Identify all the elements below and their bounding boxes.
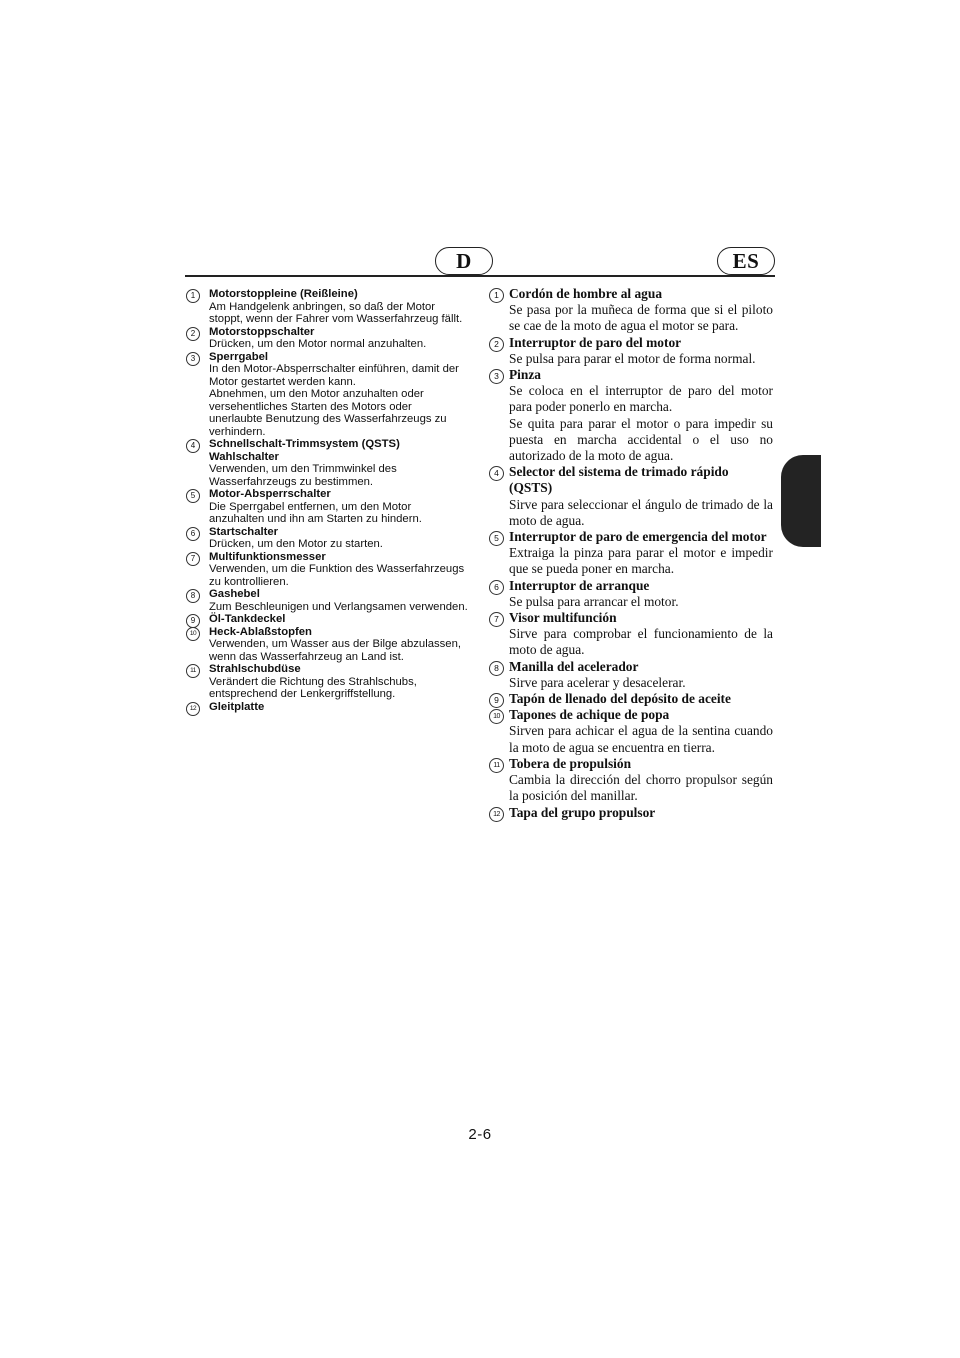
item-description: Se quita para parar el motor o para impedir su puesta en marcha accidental o el uso no autorizado de la moto de agua.: [509, 415, 773, 464]
item-title: Strahlschubdüse: [209, 663, 301, 675]
item-number-badge: 8: [186, 589, 200, 603]
list-item: [186, 488, 468, 526]
item-title: Selector del sistema de trimado rápido (QSTS): [509, 464, 729, 496]
item-description: Sirven para achicar el agua de la sentina cuando la moto de agua se encuentra en tierra.: [509, 723, 773, 755]
item-description: Se pulsa para parar el motor de forma normal.: [509, 350, 756, 366]
list-item: [186, 351, 468, 439]
item-title: Gashebel: [209, 588, 260, 600]
list-item: [186, 326, 468, 351]
item-number-badge: 2: [489, 337, 504, 352]
list-item: [489, 805, 773, 821]
list-item: [186, 663, 468, 701]
item-title: Tapones de achique de popa: [509, 707, 670, 723]
item-number-badge: 7: [186, 552, 200, 566]
item-title: Tobera de propulsión: [509, 755, 632, 771]
item-number-badge: 5: [186, 489, 200, 503]
item-description: Extraiga la pinza para parar el motor e impedir que se pueda poner en marcha.: [509, 545, 773, 577]
language-badge-spanish: ES: [717, 247, 775, 275]
item-title: Sperrgabel: [209, 350, 269, 363]
list-item: [489, 529, 773, 578]
item-description: Sirve para acelerar y desacelerar.: [509, 674, 686, 690]
list-item: [186, 588, 468, 613]
item-description: Sirve para comprobar el funcionamiento de la moto de agua.: [509, 626, 773, 658]
list-item: [186, 288, 468, 326]
list-item: [489, 707, 773, 756]
item-number-badge: 11: [186, 664, 200, 678]
item-description: Verwenden, um Wasser aus der Bilge abzulassen, wenn das Wasserfahrzeug an Land ist.: [209, 638, 462, 663]
item-title: Cordón de hombre al agua: [509, 286, 663, 301]
item-title: Pinza: [509, 367, 541, 383]
item-title: Gleitplatte: [209, 700, 265, 713]
item-description: Verwenden, um die Funktion des Wasserfahrzeugs zu kontrollieren.: [209, 563, 465, 588]
item-number-badge: 4: [186, 439, 200, 453]
item-description: Verwenden, um den Trimmwinkel des Wasserfahrzeugs zu bestimmen.: [209, 463, 397, 488]
item-number-badge: 3: [186, 352, 200, 366]
item-description: Se pulsa para arrancar el motor.: [509, 593, 679, 609]
item-description: Drücken, um den Motor normal anzuhalten.: [209, 338, 427, 350]
item-title: Startschalter: [209, 525, 279, 538]
item-description: Die Sperrgabel entfernen, um den Motor anzuhalten und ihn am Starten zu hindern.: [209, 500, 422, 525]
list-item: [489, 367, 773, 464]
item-title: Schnellschalt-Trimmsystem (QSTS) Wahlschalter: [209, 438, 400, 463]
item-number-badge: 9: [186, 614, 200, 628]
item-description: Am Handgelenk anbringen, so daß der Motor stoppt, wenn der Fahrer vom Wasserfahrzeug fällt.: [209, 300, 463, 325]
list-item: [489, 286, 773, 335]
german-parts-list: [186, 288, 468, 713]
list-item: [489, 464, 773, 529]
item-title: Motorstoppschalter: [209, 325, 315, 338]
item-title: Interruptor de paro de emergencia del motor: [509, 529, 767, 545]
section-thumb-tab: [781, 455, 821, 547]
page-header: [185, 247, 775, 277]
list-item: [489, 335, 773, 367]
list-item: [489, 578, 773, 610]
item-description: Abnehmen, um den Motor anzuhalten oder versehentliches Starten des Motors oder unerlaubte Benutzung des Wasserfahrzeugs zu verhindern.: [209, 388, 447, 438]
item-description: Verändert die Richtung des Strahlschubs, entsprechend der Lenkergriffstellung.: [209, 675, 417, 700]
item-description: Cambia la dirección del chorro propulsor según la posición del manillar.: [509, 772, 773, 804]
item-number-badge: 6: [186, 527, 200, 541]
item-number-badge: 1: [489, 288, 504, 303]
item-number-badge: 2: [186, 327, 200, 341]
item-description: Se coloca en el interruptor de paro del motor para poder ponerlo en marcha.: [509, 383, 773, 415]
item-number-badge: 5: [489, 531, 504, 546]
item-title: Motor-Absperrschalter: [209, 488, 331, 500]
item-title: Interruptor de arranque: [509, 577, 650, 593]
item-number-badge: 12: [489, 807, 504, 822]
list-item: [489, 756, 773, 805]
item-description: Drücken, um den Motor zu starten.: [209, 538, 383, 550]
item-number-badge: 11: [489, 758, 504, 773]
list-item: [186, 526, 468, 551]
item-number-badge: 10: [186, 627, 200, 641]
list-item: [489, 610, 773, 659]
item-number-badge: 3: [489, 369, 504, 384]
item-number-badge: 7: [489, 612, 504, 627]
list-item: [186, 438, 468, 488]
item-number-badge: 6: [489, 580, 504, 595]
item-title: Multifunktionsmesser: [209, 550, 326, 563]
item-description: Sirve para seleccionar el ángulo de trimado de la moto de agua.: [509, 496, 773, 528]
item-number-badge: 4: [489, 466, 504, 481]
item-number-badge: 10: [489, 709, 504, 724]
page-number: 2-6: [468, 1126, 492, 1143]
item-title: Heck-Ablaßstopfen: [209, 625, 312, 638]
item-title: Interruptor de paro del motor: [509, 334, 682, 350]
item-title: Visor multifunción: [509, 610, 617, 626]
item-number-badge: 8: [489, 661, 504, 676]
language-badge-german: D: [435, 247, 493, 275]
item-description: Zum Beschleunigen und Verlangsamen verwenden.: [209, 600, 468, 613]
item-number-badge: 1: [186, 289, 200, 303]
header-rule: [185, 275, 775, 277]
item-number-badge: 9: [489, 693, 504, 708]
list-item: [186, 626, 468, 664]
item-title: Motorstoppleine (Reißleine): [209, 288, 358, 300]
list-item: [489, 659, 773, 691]
list-item: [186, 613, 468, 626]
list-item: [489, 691, 773, 707]
list-item: [186, 551, 468, 589]
list-item: [186, 701, 468, 714]
item-number-badge: 12: [186, 702, 200, 716]
item-title: Tapa del grupo propulsor: [509, 804, 656, 820]
item-title: Öl-Tankdeckel: [209, 613, 286, 625]
spanish-parts-list: [489, 286, 773, 821]
item-title: Tapón de llenado del depósito de aceite: [509, 691, 731, 707]
item-title: Manilla del acelerador: [509, 658, 639, 674]
item-description: Se pasa por la muñeca de forma que si el piloto se cae de la moto de agua el motor se para.: [509, 302, 773, 334]
item-description: In den Motor-Absperrschalter einführen, damit der Motor gestartet werden kann.: [209, 363, 459, 388]
